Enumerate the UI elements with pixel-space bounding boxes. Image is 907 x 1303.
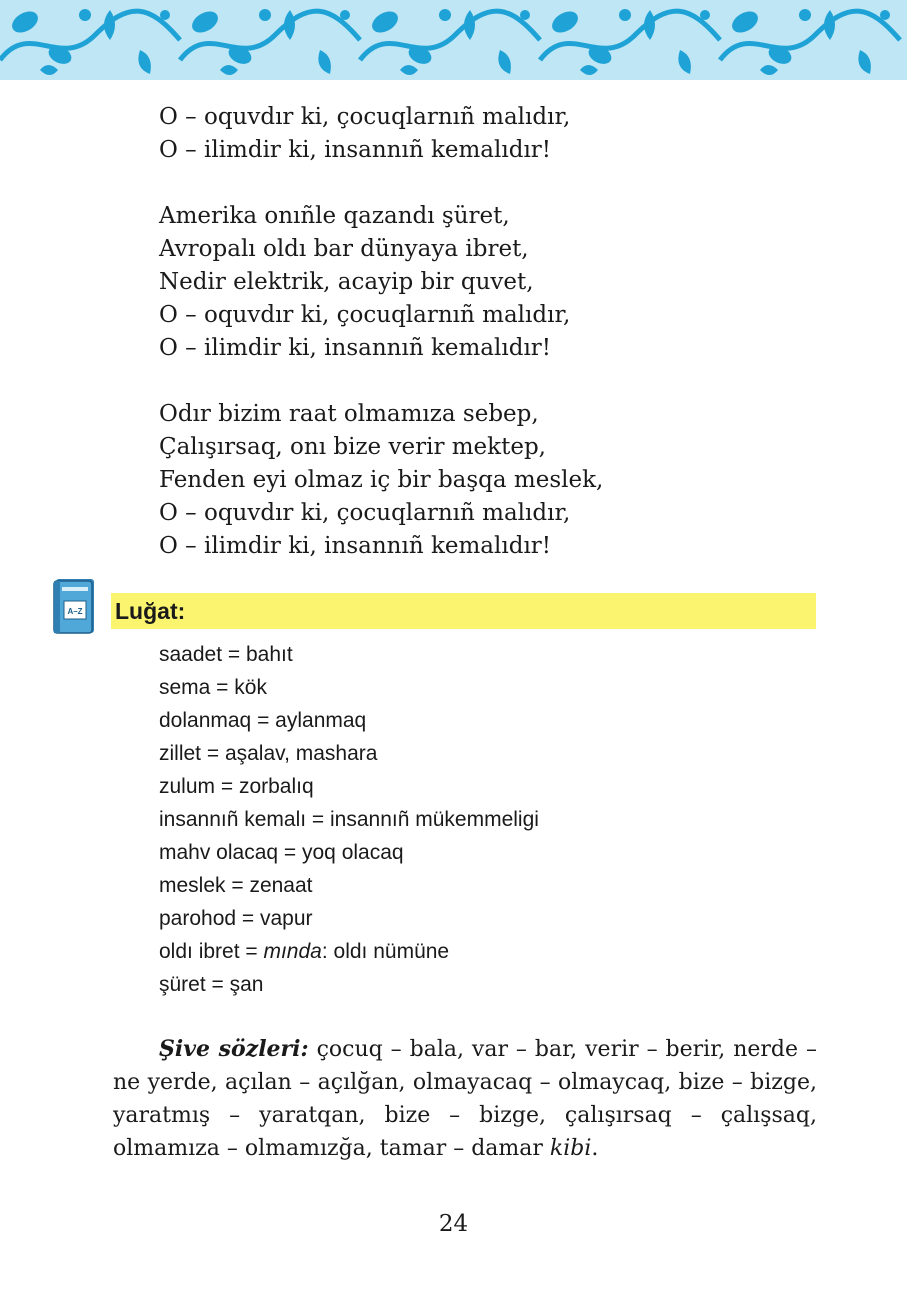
poem-line: O – ilimdir ki, insannıñ kemalıdır!: [159, 335, 552, 361]
poem-stanza: [159, 200, 859, 365]
poem-line: O – oquvdır ki, çocuqlarnıñ malıdır,: [159, 500, 571, 526]
poem-line: Çalışırsaq, onı bize verir mektep,: [159, 434, 546, 460]
poem-line: O – ilimdir ki, insannıñ kemalıdır!: [159, 137, 552, 163]
dialect-period: .: [591, 1136, 599, 1161]
dialect-words-paragraph: [113, 1033, 817, 1165]
entry-italic: mında: [263, 940, 322, 963]
dictionary-entry: saadet = bahıt: [159, 643, 293, 666]
poem-line: Amerika onıñle qazandı şüret,: [159, 203, 510, 229]
dictionary-entry: meslek = zenaat: [159, 874, 313, 897]
dialect-body: çocuq – bala, var – bar, verir – berir, nerde – ne yerde, açılan – açılğan, olmayacaq – olmaycaq, bize – bizge, yaratmış – yaratqan, bize – bizge, çalışırsaq – çalışsaq, olmamıza – olmamızğa, tamar – damar: [113, 1037, 817, 1161]
poem-line: Odır bizim raat olmamıza sebep,: [159, 401, 539, 427]
dictionary-entry: dolanmaq = aylanmaq: [159, 709, 367, 732]
dictionary-entry: sema = kök: [159, 676, 267, 699]
dictionary-entry: zillet = aşalav, mashara: [159, 742, 378, 765]
dialect-label: Şive sözleri:: [159, 1036, 309, 1062]
decorative-banner: [0, 0, 907, 80]
dialect-ending: kibi: [549, 1136, 592, 1161]
poem-line: Avropalı oldı bar dünyaya ibret,: [159, 236, 529, 262]
poem-stanza: [159, 398, 859, 563]
poem-line: O – oquvdır ki, çocuqlarnıñ malıdır,: [159, 302, 571, 328]
dictionary-header: [111, 593, 816, 629]
dictionary-entry: şüret = şan: [159, 973, 264, 996]
poem: [159, 101, 859, 563]
dictionary-list: [159, 638, 539, 1001]
poem-line: Fenden eyi olmaz iç bir başqa meslek,: [159, 467, 604, 493]
poem-line: O – ilimdir ki, insannıñ kemalıdır!: [159, 533, 552, 559]
dictionary-entry: mahv olacaq = yoq olacaq: [159, 841, 404, 864]
dictionary-entry: zulum = zorbalıq: [159, 775, 314, 798]
entry-text-after: : oldı nümüne: [321, 940, 450, 963]
floral-ornament-icon: [0, 0, 907, 80]
poem-stanza: [159, 101, 859, 167]
dictionary-entry: [159, 935, 539, 968]
entry-text: oldı ibret =: [159, 940, 264, 963]
dictionary-title: Luğat:: [115, 598, 186, 624]
book-icon-label: A–Z: [67, 607, 83, 616]
poem-line: O – oquvdır ki, çocuqlarnıñ malıdır,: [159, 104, 571, 130]
page-number: 24: [438, 1211, 469, 1237]
dictionary-book-icon: [52, 577, 96, 635]
poem-line: Nedir elektrik, acayip bir quvet,: [159, 269, 534, 295]
dictionary-entry: parohod = vapur: [159, 907, 313, 930]
dictionary-entry: insannıñ kemalı = insannıñ mükemmeligi: [159, 808, 539, 831]
